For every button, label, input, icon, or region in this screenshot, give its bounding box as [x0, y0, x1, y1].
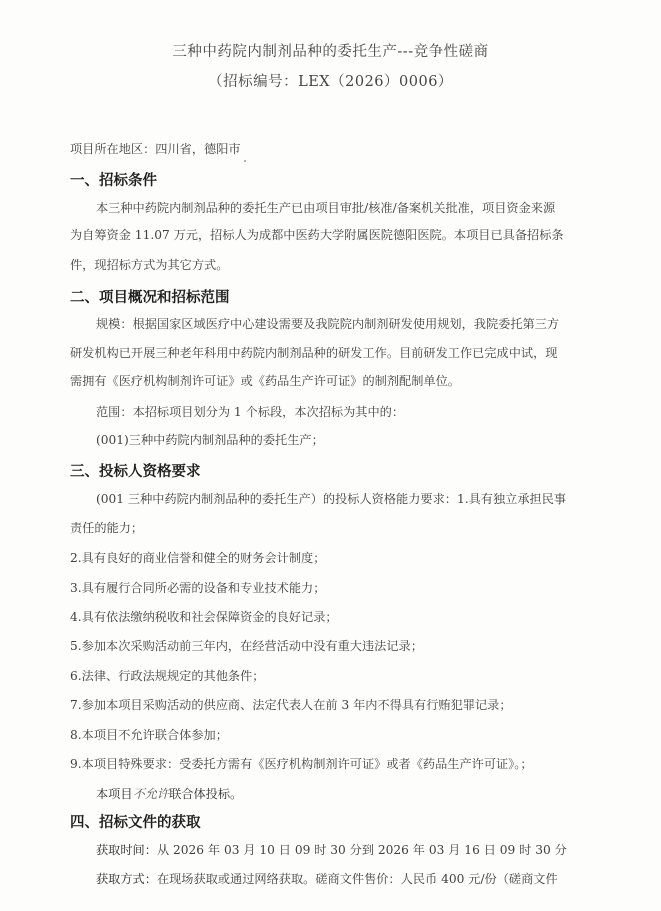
- section-1-line: 本三种中药院内制剂品种的委托生产已由项目审批/核准/备案机关批准，项目资金来源: [96, 201, 556, 215]
- consortium-note: [96, 786, 242, 802]
- qualification-item: 5.参加本次采购活动前三年内，在经营活动中没有重大违法记录；: [70, 639, 423, 653]
- qualification-item: 4.具有依法缴纳税收和社会保障资金的良好记录；: [70, 610, 338, 624]
- section-1-line: 件，现招标方式为其它方式。: [70, 258, 229, 272]
- qualification-item: 9.本项目特殊要求：受委托方需有《医疗机构制剂许可证》或者《药品生产许可证》。；: [70, 757, 533, 771]
- scope-label: 范围：: [96, 405, 133, 419]
- scale-text: 根据国家区域医疗中心建设需要及我院院内制剂研发使用规划，我院委托第三方: [132, 317, 560, 331]
- scale-label: 规模：: [96, 317, 133, 331]
- bid-number: （招标编号：LEX（2026）0006）: [208, 74, 453, 90]
- qualification-item: 3.具有履行合同所必需的设备和专业技术能力；: [70, 581, 326, 595]
- document-title: 三种中药院内制剂品种的委托生产---竞争性磋商: [172, 44, 489, 60]
- section-1-line: 为自筹资金 11.07 万元，招标人为成都中医药大学附属医院德阳医院。本项目已具备招标条: [70, 228, 564, 242]
- acquire-method-text: 在现场获取或通过网络获取。磋商文件售价：人民币 400 元/份（磋商文件: [156, 872, 558, 886]
- consortium-prefix: 本项目: [96, 787, 133, 801]
- project-location: 项目所在地区：四川省，德阳市: [70, 142, 241, 156]
- section-2-line: 研发机构已开展三种老年科用中药院内制剂品种的研发工作。目前研发工作已完成中试，现: [70, 346, 558, 360]
- qualification-line: (001 三种中药院内制剂品种的委托生产）的投标人资格能力要求：1.具有独立承担民事: [96, 492, 567, 506]
- section-2-heading: 二、项目概况和招标范围: [70, 290, 230, 306]
- acquire-time-label: 获取时间：: [96, 843, 157, 857]
- acquire-time-line: [96, 842, 567, 858]
- scan-speck: [244, 160, 246, 162]
- section-4-heading: 四、招标文件的获取: [70, 815, 201, 831]
- acquire-time-text: 从 2026 年 03 月 10 日 09 时 30 分到 2026 年 03 月 16 日 09 时 30 分: [156, 843, 567, 857]
- section-2-scale-line: [96, 316, 559, 332]
- lot-line: (001)三种中药院内制剂品种的委托生产；: [96, 433, 324, 447]
- qualification-line: 责任的能力；: [70, 521, 144, 535]
- scope-text: 本招标项目划分为 1 个标段，本次招标为其中的：: [132, 405, 405, 419]
- acquire-method-line: [96, 871, 558, 887]
- qualification-item: 6.法律、行政法规规定的其他条件；: [70, 669, 265, 683]
- qualification-item: 2.具有良好的商业信誉和健全的财务会计制度；: [70, 551, 326, 565]
- acquire-method-label: 获取方式：: [96, 872, 157, 886]
- consortium-mid: 不允许: [132, 787, 170, 801]
- section-2-scope-line: [96, 404, 404, 420]
- section-3-heading: 三、投标人资格要求: [70, 464, 201, 480]
- qualification-item: 7.参加本项目采购活动的供应商、法定代表人在前 3 年内不得具有行贿犯罪记录；: [70, 698, 512, 712]
- qualification-item: 8.本项目不允许联合体参加；: [70, 728, 228, 742]
- consortium-suffix: 联合体投标。: [169, 787, 243, 801]
- section-2-line: 需拥有《医疗机构制剂许可证》或《药品生产许可证》的制剂配制单位。: [70, 374, 460, 388]
- section-1-heading: 一、招标条件: [70, 173, 157, 189]
